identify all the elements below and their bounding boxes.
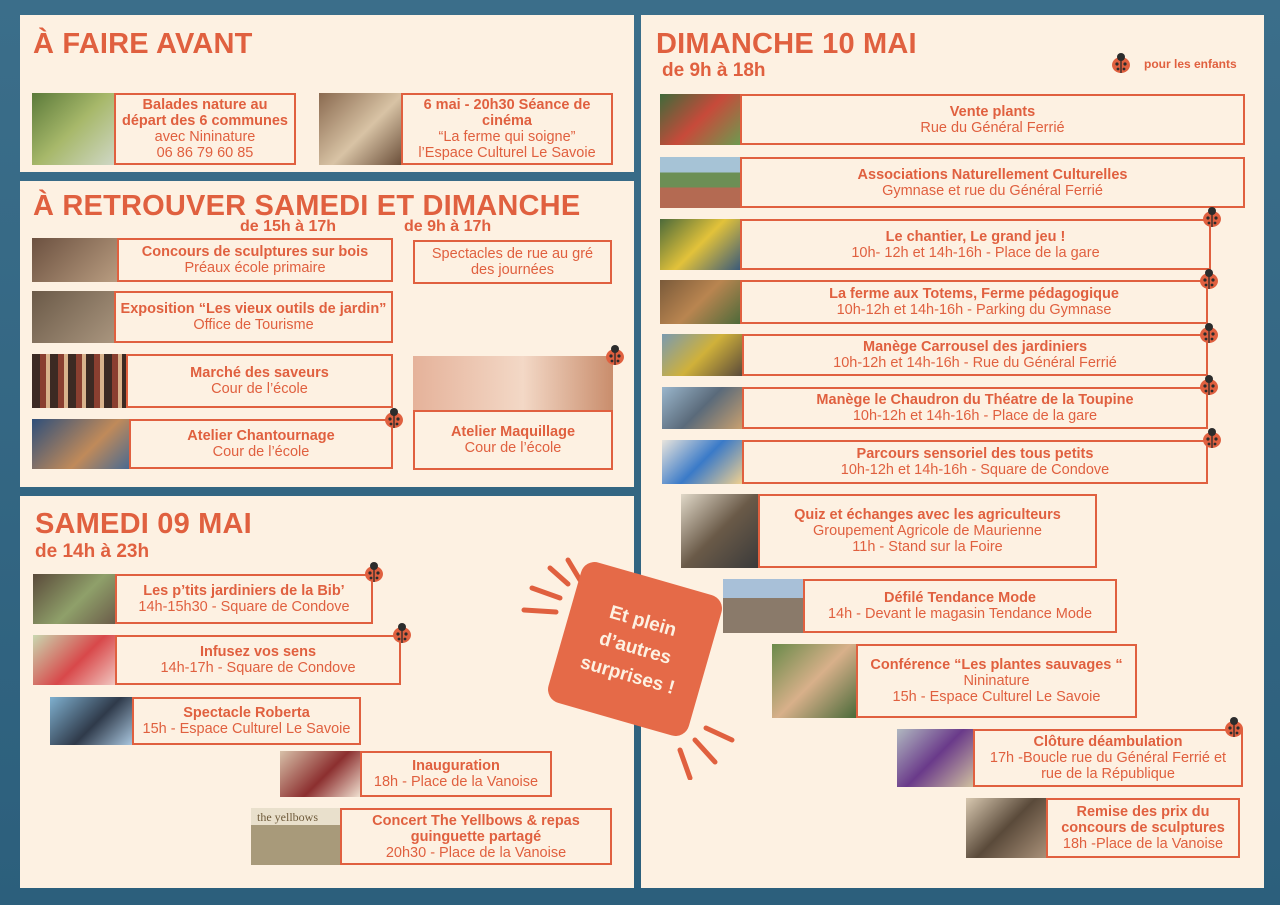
photo-bottles [32,354,126,408]
card-ferme-totems: La ferme aux Totems, Ferme pédagogique 10h-12h et 14h-16h - Parking du Gymnase [740,280,1208,324]
ladybug-icon [381,405,407,431]
card-roberta: Spectacle Roberta 15h - Espace Culturel Le Savoie [132,697,361,745]
card-defile: Défilé Tendance Mode 14h - Devant le magasin Tendance Mode [803,579,1117,633]
time-right: de 9h à 17h [404,218,492,235]
card-spectacles-rue: Spectacles de rue au gré des journées [413,240,612,284]
photo-wild-plants [772,644,856,718]
photo-chantournage [32,419,129,469]
ladybug-icon [1221,714,1247,740]
card-parcours: Parcours sensoriel des tous petits 10h-12h et 14h-16h - Square de Condove [742,440,1208,484]
photo-infusion [33,635,115,685]
photo-parade [897,729,973,787]
section-title-weekend: À RETROUVER SAMEDI ET DIMANCHE [33,190,581,222]
card-concert: Concert The Yellbows & repas guinguette partagé 20h30 - Place de la Vanoise [340,808,612,865]
photo-carrousel [662,334,742,376]
photo-inauguration [280,751,360,797]
card-cinema: 6 mai - 20h30 Séance de cinéma “La ferme qui soigne” l’Espace Culturel Le Savoie [401,93,613,165]
card-infusez: Infusez vos sens 14h-17h - Square de Condove [115,635,401,685]
ladybug-icon [389,620,415,646]
ladybug-icon [1199,204,1225,230]
section-title-before: À FAIRE AVANT [33,28,253,60]
card-marche: Marché des saveurs Cour de l’école [126,354,393,408]
photo-sculpture-award [966,798,1046,858]
section-title-saturday: SAMEDI 09 MAI [35,508,252,540]
ladybug-icon [1196,266,1222,292]
photo-sensory [662,440,742,484]
photo-yellbows [251,808,340,865]
card-exposition: Exposition “Les vieux outils de jardin” Office de Tourisme [114,291,393,343]
card-chantier: Le chantier, Le grand jeu ! 10h- 12h et 14h-16h - Place de la gare [740,219,1211,270]
card-inauguration: Inauguration 18h - Place de la Vanoise [360,751,552,797]
card-carrousel: Manège Carrousel des jardiniers 10h-12h et 14h-16h - Rue du Général Ferrié [742,334,1208,376]
photo-face-paint [413,356,613,410]
photo-old-tools [32,291,114,343]
ladybug-icon [1196,372,1222,398]
card-maquillage: Atelier Maquillage Cour de l’école [413,410,613,470]
card-associations: Associations Naturellement Culturelles Gymnase et rue du Général Ferrié [740,157,1245,208]
card-cloture: Clôture déambulation 17h -Boucle rue du Général Ferrié et rue de la République [973,729,1243,787]
photo-roberta [50,697,132,745]
photo-farm [660,280,740,324]
ladybug-icon [602,342,628,368]
legend-kids: pour les enfants [1144,57,1237,71]
yellbows-caption: the yellbows [257,810,318,824]
photo-chantier [660,219,740,270]
photo-kids-gardening [33,574,115,624]
photo-associations [660,157,740,208]
photo-chaudron [662,387,742,429]
photo-nature-walk [32,93,114,165]
card-balades: Balades nature au départ des 6 communes avec Nininature 06 86 79 60 85 [114,93,296,165]
saturday-time: de 14h à 23h [35,541,150,562]
photo-farmer-cows [681,494,758,568]
photo-cinema [319,93,401,165]
ladybug-icon [361,559,387,585]
card-remise-prix: Remise des prix du concours de sculptures 18h -Place de la Vanoise [1046,798,1240,858]
ladybug-icon [1196,320,1222,346]
photo-sculpture [32,238,117,282]
card-chantournage: Atelier Chantournage Cour de l’école [129,419,393,469]
section-title-sunday: DIMANCHE 10 MAI [656,28,917,60]
sunday-time: de 9h à 18h [662,60,766,81]
photo-plants [660,94,740,145]
card-quiz: Quiz et échanges avec les agriculteurs Groupement Agricole de Maurienne 11h - Stand sur la Foire [758,494,1097,568]
photo-street [723,579,803,633]
card-vente-plants: Vente plants Rue du Général Ferrié [740,94,1245,145]
card-conference: Conférence “Les plantes sauvages “ Nininature 15h - Espace Culturel Le Savoie [856,644,1137,718]
card-chaudron: Manège le Chaudron du Théatre de la Toupine 10h-12h et 14h-16h - Place de la gare [742,387,1208,429]
surprises-text: Et plein d’autres surprises ! [577,602,679,699]
ladybug-icon [1108,50,1134,76]
card-sculptures: Concours de sculptures sur bois Préaux école primaire [117,238,393,282]
ladybug-icon [1199,425,1225,451]
card-petits-jardiniers: Les p’tits jardiniers de la Bib’ 14h-15h30 - Square de Condove [115,574,373,624]
time-left: de 15h à 17h [240,218,337,235]
